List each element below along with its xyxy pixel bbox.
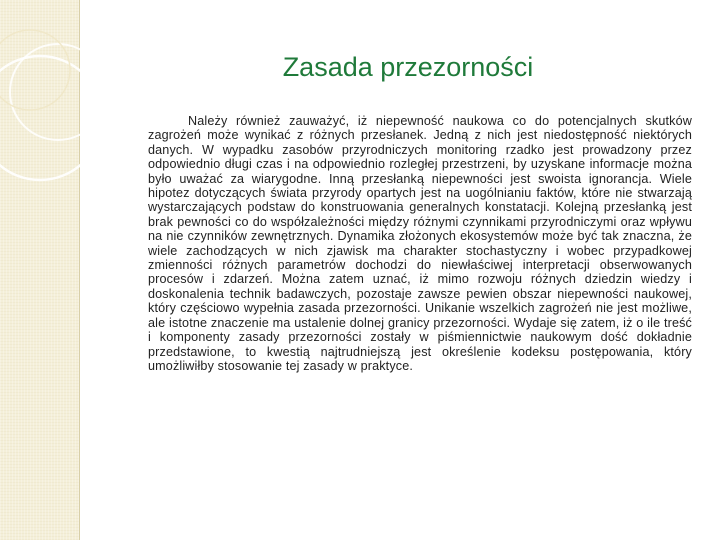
slide-body-text: Należy również zauważyć, iż niepewność naukowa co do potencjalnych skutków zagrożeń może wynikać z różnych przesłanek. Jedną z nich jest niedostępność niektórych danych. W wypadku zasobów przyrodniczych monitoring rzadko jest prowadzony przez odpowiednio długi czas i na odpowiednio rozległej przestrzeni, by uzyskane informacje można było uważać za wiarygodne. Inną przesłanką niepewności jest swoista ignorancja. Wiele hipotez dotyczących świata przyrody opartych jest na uogólnianiu faktów, które nie stwarzają wystarczających podstaw do konstruowania generalnych konstatacji. Kolejną przesłanką jest brak pewności co do współzależności między różnymi czynnikami przyrodniczymi oraz wpływu na nie czynników zewnętrznych. Dynamika złożonych ekosystemów może być tak znaczna, że wiele zachodzących w nich zjawisk ma charakter stochastyczny i wobec przypadkowej zmienności różnych parametrów dochodzi do niewłaściwej interpretacji obserwowanych procesów i zdarzeń. Można zatem uznać, iż mimo rozwoju różnych dziedzin wiedzy i doskonalenia technik badawczych, pozostaje zawsze pewien obszar niepewności naukowej, który częściowo wypełnia zasada przezorności. Unikanie wszelkich zagrożeń nie jest możliwe, ale istotne znaczenie ma ustalenie dolnej granicy przezorności. Wydaje się zatem, iż o ile treść i komponenty zasady przezorności zostały w piśmiennictwie naukowym dość dokładnie przedstawione, to kwestią najtrudniejszą jest określenie kodeksu postępowania, który umożliwiłby stosowanie tej zasady w praktyce. [148, 114, 692, 373]
side-band [0, 0, 80, 540]
slide-title: Zasada przezorności [282, 52, 534, 82]
